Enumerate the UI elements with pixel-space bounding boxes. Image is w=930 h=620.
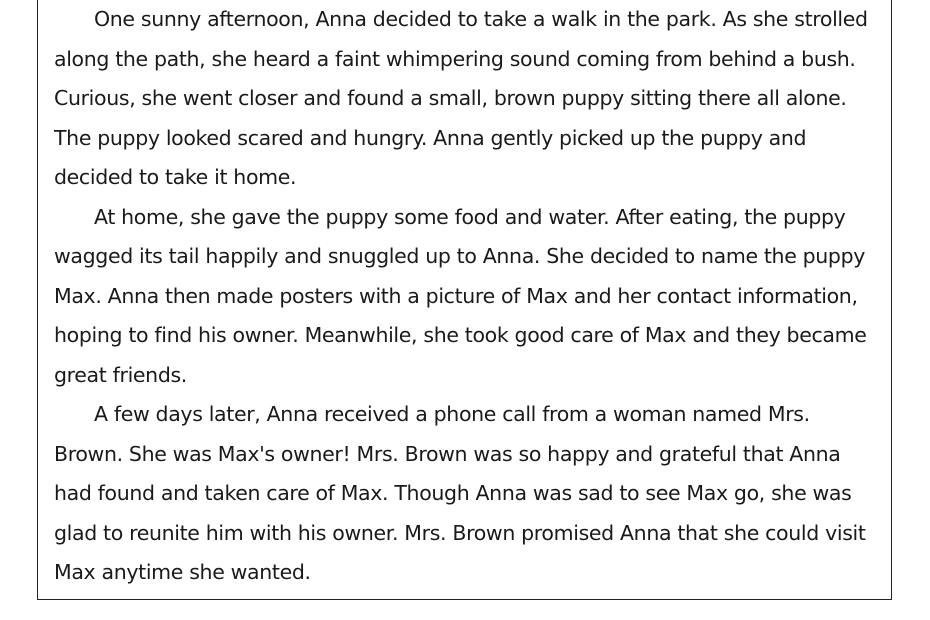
story-paragraph-1: One sunny afternoon, Anna decided to take a walk in the park. As she strolled along the path, she heard a faint whimpering sound coming from behind a bush. Curious, she went closer and found a small, brown puppy sitting there all alone. The puppy looked scared and hungry. Anna gently picked up the puppy and decided to take it home. (54, 7, 868, 189)
story-paragraph-2: At home, she gave the puppy some food and water. After eating, the puppy wagged its tail happily and snuggled up to Anna. She decided to name the puppy Max. Anna then made posters with a picture of Max and her contact information, hoping to find his owner. Meanwhile, she took good care of Max and they became great friends. (54, 204, 867, 387)
story-text (54, 0, 884, 593)
story-paragraph-3: A few days later, Anna received a phone call from a woman named Mrs. Brown. She was Max's owner! Mrs. Brown was so happy and grateful that Anna had found and taken care of Max. Though Anna was sad to see Max go, she was glad to reunite him with his owner. Mrs. Brown promised Anna that she could visit Max anytime she wanted. (54, 402, 866, 584)
